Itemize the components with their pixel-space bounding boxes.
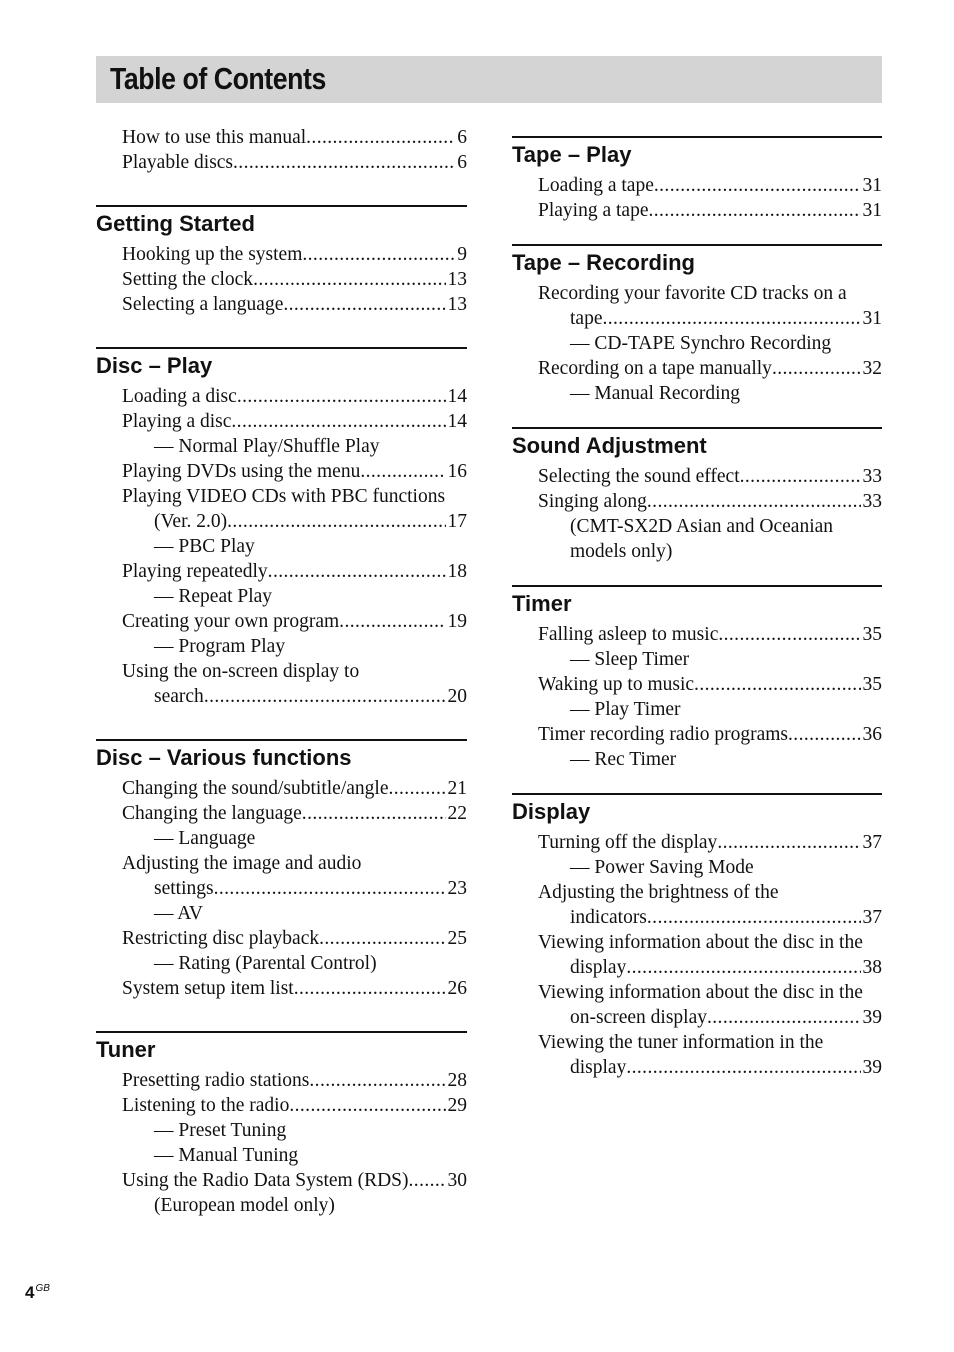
toc-entry-title: System setup item list — [122, 978, 294, 999]
toc-entry-title: Setting the clock — [122, 269, 254, 290]
toc-entry-title: Singing along — [538, 491, 647, 512]
toc-page-number: 31 — [862, 175, 882, 196]
dot-leader — [648, 198, 860, 223]
toc-entry[interactable] — [122, 976, 467, 1001]
dot-leader — [319, 926, 445, 951]
toc-subentry: — Repeat Play — [154, 586, 273, 607]
dot-leader — [204, 684, 446, 709]
toc-left-column — [96, 125, 467, 1218]
section-heading: Sound Adjustment — [512, 433, 707, 458]
toc-entry[interactable] — [122, 926, 467, 951]
toc-right-column — [512, 136, 882, 1080]
toc-page-number: 33 — [862, 491, 882, 512]
toc-entry-title: Creating your own program — [122, 611, 340, 632]
toc-entry[interactable] — [122, 801, 467, 826]
toc-entry-line[interactable]: Viewing the tuner information in the — [538, 1032, 824, 1053]
section-heading: Timer — [512, 591, 572, 616]
dot-leader — [654, 173, 861, 198]
toc-page-number: 28 — [447, 1070, 467, 1091]
toc-subentry: (European model only) — [154, 1195, 335, 1216]
toc-page-number: 38 — [862, 957, 882, 978]
toc-entry-title: Presetting radio stations — [122, 1070, 310, 1091]
toc-entry-title: Hooking up the system — [122, 244, 303, 265]
toc-entry-title: Playing DVDs using the menu — [122, 461, 361, 482]
toc-entry-title: Turning off the display — [538, 832, 718, 853]
dot-leader — [237, 384, 446, 409]
toc-entry-line[interactable]: Recording your favorite CD tracks on a — [538, 283, 847, 304]
toc-entry[interactable] — [538, 1055, 882, 1080]
toc-section-tape-play — [512, 136, 882, 223]
toc-entry[interactable] — [122, 559, 467, 584]
toc-page-number: 36 — [862, 724, 882, 745]
section-heading: Disc – Various functions — [96, 745, 352, 770]
toc-page-number: 6 — [457, 127, 467, 148]
toc-entry[interactable] — [538, 464, 882, 489]
toc-entry-title: Selecting a language — [122, 294, 284, 315]
toc-entry-title: Restricting disc playback — [122, 928, 320, 949]
toc-page-number: 25 — [447, 928, 467, 949]
toc-entry[interactable] — [122, 1068, 467, 1093]
toc-entry[interactable] — [538, 955, 882, 980]
toc-entry-title: indicators — [570, 907, 647, 928]
section-heading: Getting Started — [96, 211, 255, 236]
toc-entry-line[interactable]: Viewing information about the disc in the — [538, 932, 863, 953]
toc-page-number: 14 — [447, 386, 467, 407]
dot-leader — [294, 976, 446, 1001]
dot-leader — [717, 830, 860, 855]
toc-entry[interactable] — [538, 722, 882, 747]
toc-entry[interactable] — [122, 1168, 467, 1193]
section-heading: Disc – Play — [96, 353, 213, 378]
toc-entry-title: Recording on a tape manually — [538, 358, 772, 379]
toc-subentry: — Manual Recording — [570, 383, 741, 404]
toc-page-number: 13 — [447, 294, 467, 315]
toc-entry[interactable] — [538, 830, 882, 855]
toc-entry[interactable] — [122, 876, 467, 901]
toc-entry-line[interactable]: Adjusting the brightness of the — [538, 882, 779, 903]
toc-page-number: 17 — [447, 511, 467, 532]
toc-page-number: 14 — [447, 411, 467, 432]
toc-subentry: — Rec Timer — [570, 749, 677, 770]
toc-subentry: — Normal Play/Shuffle Play — [154, 436, 380, 457]
dot-leader — [302, 801, 446, 826]
toc-entry[interactable] — [538, 356, 882, 381]
toc-intro — [96, 125, 467, 175]
page-title: Table of Contents — [110, 61, 326, 96]
toc-entry[interactable] — [122, 242, 467, 267]
toc-page-number: 31 — [862, 200, 882, 221]
toc-subentry: — AV — [154, 903, 203, 924]
toc-entry-line[interactable]: Using the on-screen display to — [122, 661, 360, 682]
toc-page-number: 22 — [447, 803, 467, 824]
toc-page-number: 21 — [447, 778, 467, 799]
toc-entry[interactable] — [538, 306, 882, 331]
dot-leader — [268, 559, 446, 584]
toc-entry-title: (Ver. 2.0) — [154, 511, 228, 532]
toc-entry-title: display — [570, 957, 627, 978]
toc-section-tape-recording — [512, 244, 882, 406]
title-bar — [96, 56, 882, 103]
toc-entry-title: Falling asleep to music — [538, 624, 719, 645]
toc-entry-title: Waking up to music — [538, 674, 695, 695]
dot-leader — [227, 509, 445, 534]
dot-leader — [309, 1068, 445, 1093]
dot-leader — [283, 292, 445, 317]
dot-leader — [647, 489, 861, 514]
toc-page-number: 13 — [447, 269, 467, 290]
toc-page-number: 35 — [862, 624, 882, 645]
toc-section-sound-adjustment — [512, 427, 882, 564]
toc-subentry: — PBC Play — [154, 536, 255, 557]
toc-entry[interactable] — [538, 622, 882, 647]
toc-subentry: — Program Play — [154, 636, 286, 657]
toc-subentry: models only) — [570, 541, 673, 562]
toc-subentry: — Play Timer — [570, 699, 681, 720]
toc-page-number: 33 — [862, 466, 882, 487]
section-heading: Tuner — [96, 1037, 156, 1062]
toc-subentry: (CMT-SX2D Asian and Oceanian — [570, 516, 834, 537]
dot-leader — [306, 125, 455, 150]
toc-entry[interactable] — [538, 198, 882, 223]
toc-subentry: — Rating (Parental Control) — [154, 953, 377, 974]
toc-page-number: 37 — [862, 832, 882, 853]
toc-section-display — [512, 793, 882, 1080]
toc-section-tuner — [96, 1031, 467, 1218]
toc-entry[interactable] — [122, 409, 467, 434]
dot-leader — [360, 459, 445, 484]
page-number: $4^{GB}$ — [25, 1283, 50, 1302]
toc-entry[interactable] — [122, 459, 467, 484]
toc-section-getting-started — [96, 205, 467, 317]
toc-subentry: — Preset Tuning — [154, 1120, 287, 1141]
toc-entry-title: display — [570, 1057, 627, 1078]
toc-entry-title: Changing the language — [122, 803, 302, 824]
dot-leader — [694, 672, 860, 697]
toc-entry[interactable] — [122, 150, 467, 175]
dot-leader — [231, 409, 445, 434]
toc-page-number: 35 — [862, 674, 882, 695]
toc-entry[interactable] — [122, 1093, 467, 1118]
section-heading: Display — [512, 799, 591, 824]
toc-entry[interactable] — [538, 672, 882, 697]
toc-entry-title: Playing a disc — [122, 411, 232, 432]
dot-leader — [740, 464, 861, 489]
toc-entry-title: Selecting the sound effect — [538, 466, 740, 487]
toc-entry[interactable] — [538, 489, 882, 514]
toc-page-number: 37 — [862, 907, 882, 928]
toc-subentry: — Manual Tuning — [154, 1145, 299, 1166]
toc-entry[interactable] — [538, 173, 882, 198]
toc-entry[interactable] — [538, 1005, 882, 1030]
toc-page-number: 39 — [862, 1007, 882, 1028]
toc-page-number: 26 — [447, 978, 467, 999]
toc-page-number: 20 — [447, 686, 467, 707]
dot-leader — [772, 356, 861, 381]
toc-page-number: 16 — [447, 461, 467, 482]
toc-entry[interactable] — [122, 384, 467, 409]
dot-leader — [339, 609, 445, 634]
dot-leader — [302, 242, 455, 267]
toc-entry-title: Listening to the radio — [122, 1095, 290, 1116]
toc-entry-title: Timer recording radio programs — [538, 724, 789, 745]
toc-section-timer — [512, 585, 882, 772]
toc-entry[interactable] — [122, 267, 467, 292]
toc-page-number: 23 — [447, 878, 467, 899]
toc-entry-title: Playing a tape — [538, 200, 649, 221]
toc-entry[interactable] — [122, 609, 467, 634]
toc-entry-title: Loading a disc — [122, 386, 237, 407]
dot-leader — [602, 306, 860, 331]
toc-section-disc-play — [96, 347, 467, 709]
toc-page-number: 30 — [447, 1170, 467, 1191]
toc-entry-title: settings — [154, 878, 214, 899]
dot-leader — [214, 876, 446, 901]
toc-entry-line[interactable]: Playing VIDEO CDs with PBC functions — [122, 486, 446, 507]
toc-entry-title: Changing the sound/subtitle/angle — [122, 778, 389, 799]
section-heading: Tape – Play — [512, 142, 632, 167]
toc-page-number: 19 — [447, 611, 467, 632]
dot-leader — [388, 776, 445, 801]
toc-entry-title: search — [154, 686, 204, 707]
dot-leader — [707, 1005, 861, 1030]
section-heading: Tape – Recording — [512, 250, 695, 275]
toc-entry[interactable] — [122, 125, 467, 150]
toc-entry-title: Using the Radio Data System (RDS) — [122, 1170, 409, 1191]
toc-entry[interactable] — [122, 684, 467, 709]
toc-entry[interactable] — [122, 509, 467, 534]
dot-leader — [289, 1093, 445, 1118]
toc-subentry: — CD-TAPE Synchro Recording — [570, 333, 832, 354]
toc-entry-title: Playable discs — [122, 152, 234, 173]
toc-subentry: — Power Saving Mode — [570, 857, 754, 878]
toc-entry-title: tape — [570, 308, 603, 329]
toc-entry[interactable] — [122, 776, 467, 801]
toc-entry-title: on-screen display — [570, 1007, 707, 1028]
toc-entry-title: How to use this manual — [122, 127, 307, 148]
toc-entry-title: Playing repeatedly — [122, 561, 268, 582]
toc-section-disc-various-functions — [96, 739, 467, 1001]
toc-subentry: — Language — [154, 828, 256, 849]
toc-page-number: 31 — [862, 308, 882, 329]
toc-page-number: 6 — [457, 152, 467, 173]
dot-leader — [626, 1055, 860, 1080]
dot-leader — [788, 722, 860, 747]
dot-leader — [718, 622, 860, 647]
toc-page-number: 18 — [447, 561, 467, 582]
toc-entry-line[interactable]: Adjusting the image and audio — [122, 853, 362, 874]
dot-leader — [647, 905, 861, 930]
toc-page-number: 32 — [862, 358, 882, 379]
dot-leader — [253, 267, 445, 292]
toc-entry-title: Loading a tape — [538, 175, 654, 196]
toc-page-number: 39 — [862, 1057, 882, 1078]
toc-entry[interactable] — [122, 292, 467, 317]
toc-entry-line[interactable]: Viewing information about the disc in the — [538, 982, 863, 1003]
toc-page-number: 9 — [457, 244, 467, 265]
dot-leader — [626, 955, 860, 980]
dot-leader — [233, 150, 455, 175]
dot-leader — [409, 1168, 446, 1193]
toc-entry[interactable] — [538, 905, 882, 930]
toc-subentry: — Sleep Timer — [570, 649, 690, 670]
toc-page-number: 29 — [447, 1095, 467, 1116]
